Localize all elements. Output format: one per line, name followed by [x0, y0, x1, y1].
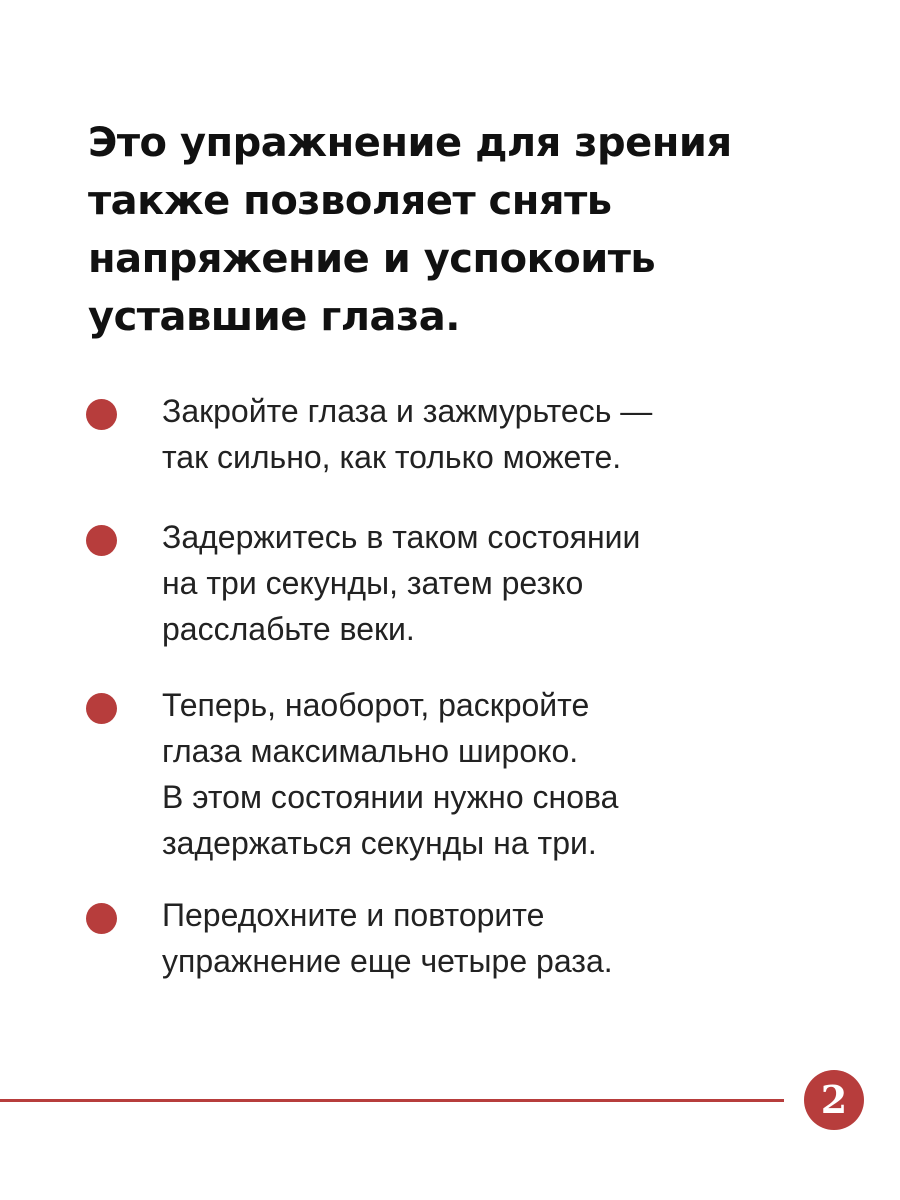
footer-divider	[0, 1099, 784, 1102]
heading-line: также позволяет снять	[88, 178, 612, 224]
step-text-line: Теперь, наоборот, раскройте	[162, 687, 590, 723]
step-text-line: Передохните и повторите	[162, 897, 545, 933]
step-text-line: глаза максимально широко.	[162, 733, 579, 769]
step-text	[162, 682, 802, 866]
step-text-line: расслабьте веки.	[162, 611, 415, 647]
heading-line: напряжение и успокоить	[88, 236, 656, 282]
heading-line: уставшие глаза.	[88, 294, 460, 340]
heading-line: Это упражнение для зрения	[88, 120, 732, 166]
step-text-line: упражнение еще четыре раза.	[162, 943, 613, 979]
step-text-line: Задержитесь в таком состоянии	[162, 519, 641, 555]
bullet-dot-icon	[86, 525, 117, 556]
step-text-line: задержаться секунды на три.	[162, 825, 597, 861]
step-text	[162, 514, 802, 652]
bullet-dot-icon	[86, 693, 117, 724]
bullet-dot-icon	[86, 399, 117, 430]
step-text-line: на три секунды, затем резко	[162, 565, 584, 601]
page-number-badge: 2	[804, 1070, 864, 1130]
step-text	[162, 892, 802, 984]
step-text-line: В этом состоянии нужно снова	[162, 779, 619, 815]
step-text	[162, 388, 802, 480]
step-text-line: Закройте глаза и зажмурьтесь —	[162, 393, 653, 429]
step-text-line: так сильно, как только можете.	[162, 439, 622, 475]
bullet-dot-icon	[86, 903, 117, 934]
